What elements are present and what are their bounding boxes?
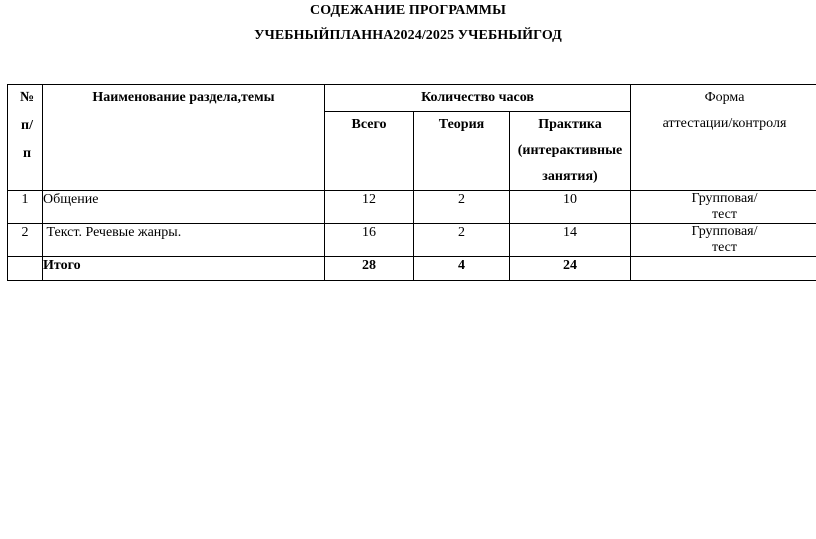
header-section-name: Наименование раздела,темы: [43, 85, 325, 191]
title-line-2: УЧЕБНЫЙПЛАННА2024/2025 УЧЕБНЫЙГОД: [254, 28, 562, 43]
row-total: 16: [325, 224, 414, 257]
header-practice-line-3: занятия): [542, 169, 598, 184]
row-form: [631, 191, 816, 224]
header-form: [631, 85, 816, 191]
header-number: [8, 85, 43, 191]
row-form-line-1: Групповая/: [691, 224, 758, 239]
row-form-line-1: Групповая/: [691, 191, 758, 206]
header-form-line-2: аттестации/контроля: [662, 116, 787, 131]
header-practice-line-1: Практика: [538, 117, 602, 132]
header-practice: [510, 112, 631, 191]
total-hours: 28: [325, 257, 414, 281]
row-theory: 2: [414, 224, 510, 257]
header-number-line-1: №: [19, 90, 35, 105]
total-label: Итого: [43, 257, 325, 281]
row-form: [631, 224, 816, 257]
total-form: [631, 257, 816, 281]
row-practice: 10: [510, 191, 631, 224]
header-theory: Теория: [414, 112, 510, 191]
total-practice: 24: [510, 257, 631, 281]
row-total: 12: [325, 191, 414, 224]
row-number: 1: [8, 191, 43, 224]
table-row: [8, 191, 816, 224]
header-form-line-1: Форма: [704, 90, 745, 105]
study-plan-table: [7, 84, 816, 281]
title-line-1: СОДЕЖАНИЕ ПРОГРАММЫ: [310, 3, 506, 18]
total-theory: 4: [414, 257, 510, 281]
row-form-line-2: тест: [711, 240, 737, 255]
header-total: Всего: [325, 112, 414, 191]
row-practice: 14: [510, 224, 631, 257]
header-number-line-3: п: [22, 146, 32, 161]
header-hours: Количество часов: [325, 85, 631, 112]
row-name: Общение: [43, 191, 325, 224]
header-practice-line-2: (интерактивные: [517, 143, 623, 158]
table-row: [8, 224, 816, 257]
total-row: [8, 257, 816, 281]
row-form-line-2: тест: [711, 207, 737, 222]
row-number: 2: [8, 224, 43, 257]
header-number-line-2: п/: [21, 118, 33, 133]
row-theory: 2: [414, 191, 510, 224]
total-row-number: [8, 257, 43, 281]
row-name: Текст. Речевые жанры.: [43, 224, 325, 257]
